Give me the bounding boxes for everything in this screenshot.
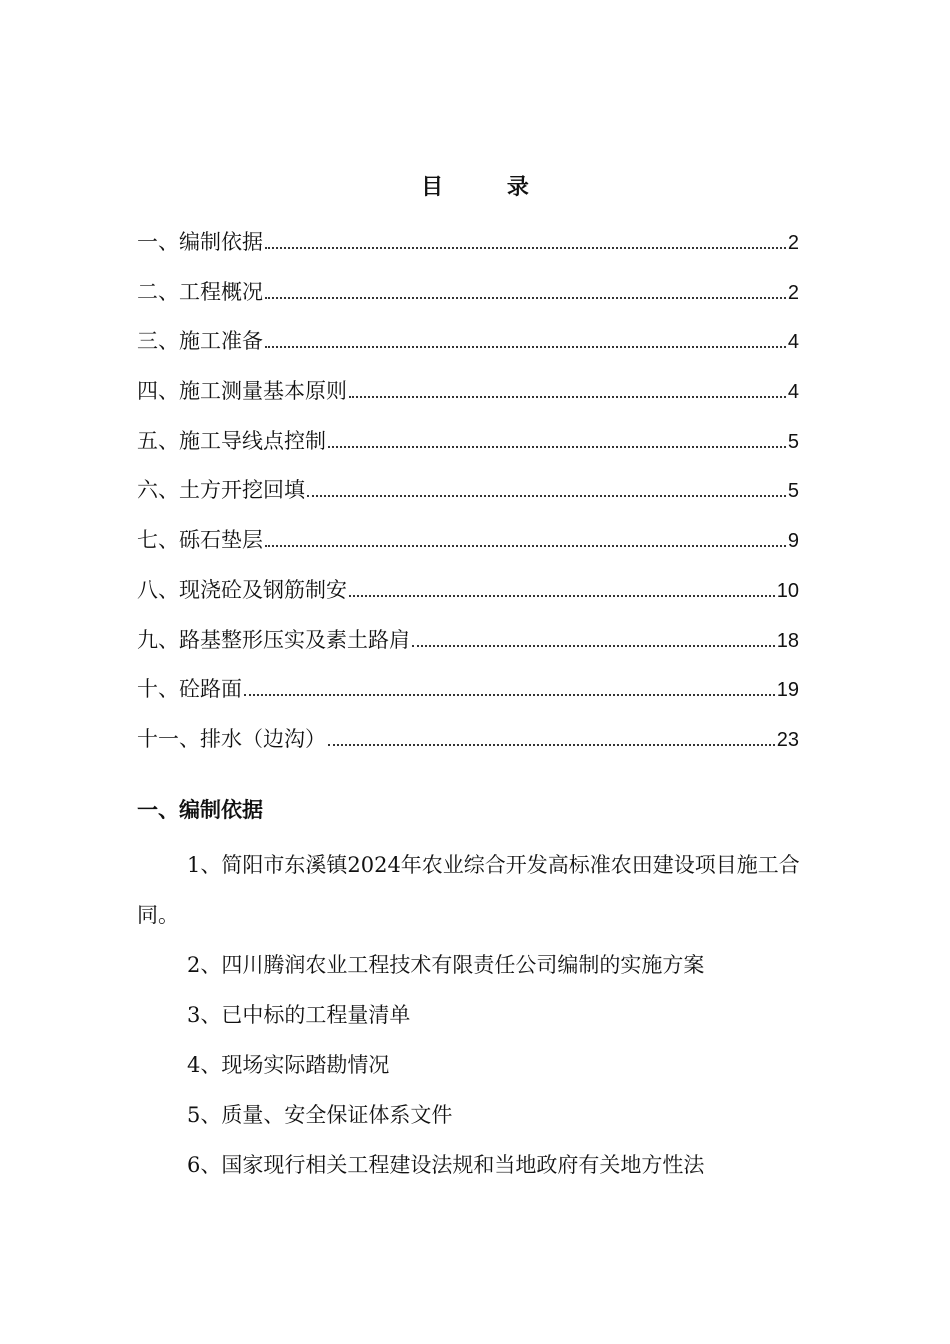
toc-entry-page: 4 <box>787 381 799 404</box>
toc-entry[interactable] <box>137 222 799 272</box>
toc-entry-label: 六、土方开挖回填 <box>137 478 305 503</box>
toc-dot-leader <box>244 693 775 696</box>
toc-entry-label: 十、砼路面 <box>137 677 242 702</box>
toc-entry-page: 18 <box>776 629 799 652</box>
toc-entry-page: 2 <box>787 281 799 304</box>
toc-entry-page: 9 <box>787 530 799 553</box>
toc-dot-leader <box>265 544 786 547</box>
body-paragraph: 6、国家现行相关工程建设法规和当地政府有关地方性法 <box>187 1153 705 1177</box>
toc-entry-page: 5 <box>787 480 799 503</box>
table-of-contents <box>137 222 799 769</box>
toc-entry-page: 5 <box>787 430 799 453</box>
body-paragraph: 5、质量、安全保证体系文件 <box>187 1103 453 1127</box>
toc-entry[interactable] <box>137 272 799 322</box>
toc-dot-leader <box>265 246 786 249</box>
section-body <box>137 840 817 1190</box>
toc-dot-leader <box>412 644 775 647</box>
toc-entry-label: 八、现浇砼及钢筋制安 <box>137 577 347 602</box>
toc-entry-label: 四、施工测量基本原则 <box>137 379 347 404</box>
toc-entry-label: 二、工程概况 <box>137 279 263 304</box>
toc-entry-page: 23 <box>776 728 799 751</box>
toc-dot-leader <box>265 296 786 299</box>
toc-entry[interactable] <box>137 321 799 371</box>
toc-entry[interactable] <box>137 520 799 570</box>
toc-entry[interactable] <box>137 669 799 719</box>
toc-dot-leader <box>349 594 775 597</box>
body-paragraph: 3、已中标的工程量清单 <box>187 1003 411 1027</box>
toc-entry-page: 19 <box>776 679 799 702</box>
toc-dot-leader <box>328 743 775 746</box>
toc-entry[interactable] <box>137 719 799 769</box>
toc-entry[interactable] <box>137 620 799 670</box>
body-paragraph: 4、现场实际踏勘情况 <box>187 1053 390 1077</box>
toc-dot-leader <box>349 395 786 398</box>
toc-entry-label: 九、路基整形压实及素土路肩 <box>137 627 410 652</box>
toc-entry[interactable] <box>137 470 799 520</box>
toc-entry-label: 三、施工准备 <box>137 329 263 354</box>
toc-dot-leader <box>307 494 786 497</box>
toc-entry-page: 10 <box>776 579 799 602</box>
toc-entry-page: 4 <box>787 331 799 354</box>
toc-entry[interactable] <box>137 371 799 421</box>
body-paragraph: 1、简阳市东溪镇2024年农业综合开发高标准农田建设项目施工合同。 <box>137 853 800 927</box>
toc-entry-page: 2 <box>787 232 799 254</box>
toc-entry-label: 五、施工导线点控制 <box>137 428 326 453</box>
toc-entry[interactable] <box>137 570 799 620</box>
body-paragraph: 2、四川腾润农业工程技术有限责任公司编制的实施方案 <box>187 953 705 977</box>
toc-title: 目 录 <box>421 175 557 200</box>
toc-entry-label: 一、编制依据 <box>137 230 263 254</box>
toc-dot-leader <box>265 345 786 348</box>
toc-entry-label: 七、砾石垫层 <box>137 528 263 553</box>
section-heading: 一、编制依据 <box>137 798 263 822</box>
toc-dot-leader <box>328 445 786 448</box>
toc-entry-label: 十一、排水（边沟） <box>137 726 326 751</box>
toc-entry[interactable] <box>137 421 799 471</box>
